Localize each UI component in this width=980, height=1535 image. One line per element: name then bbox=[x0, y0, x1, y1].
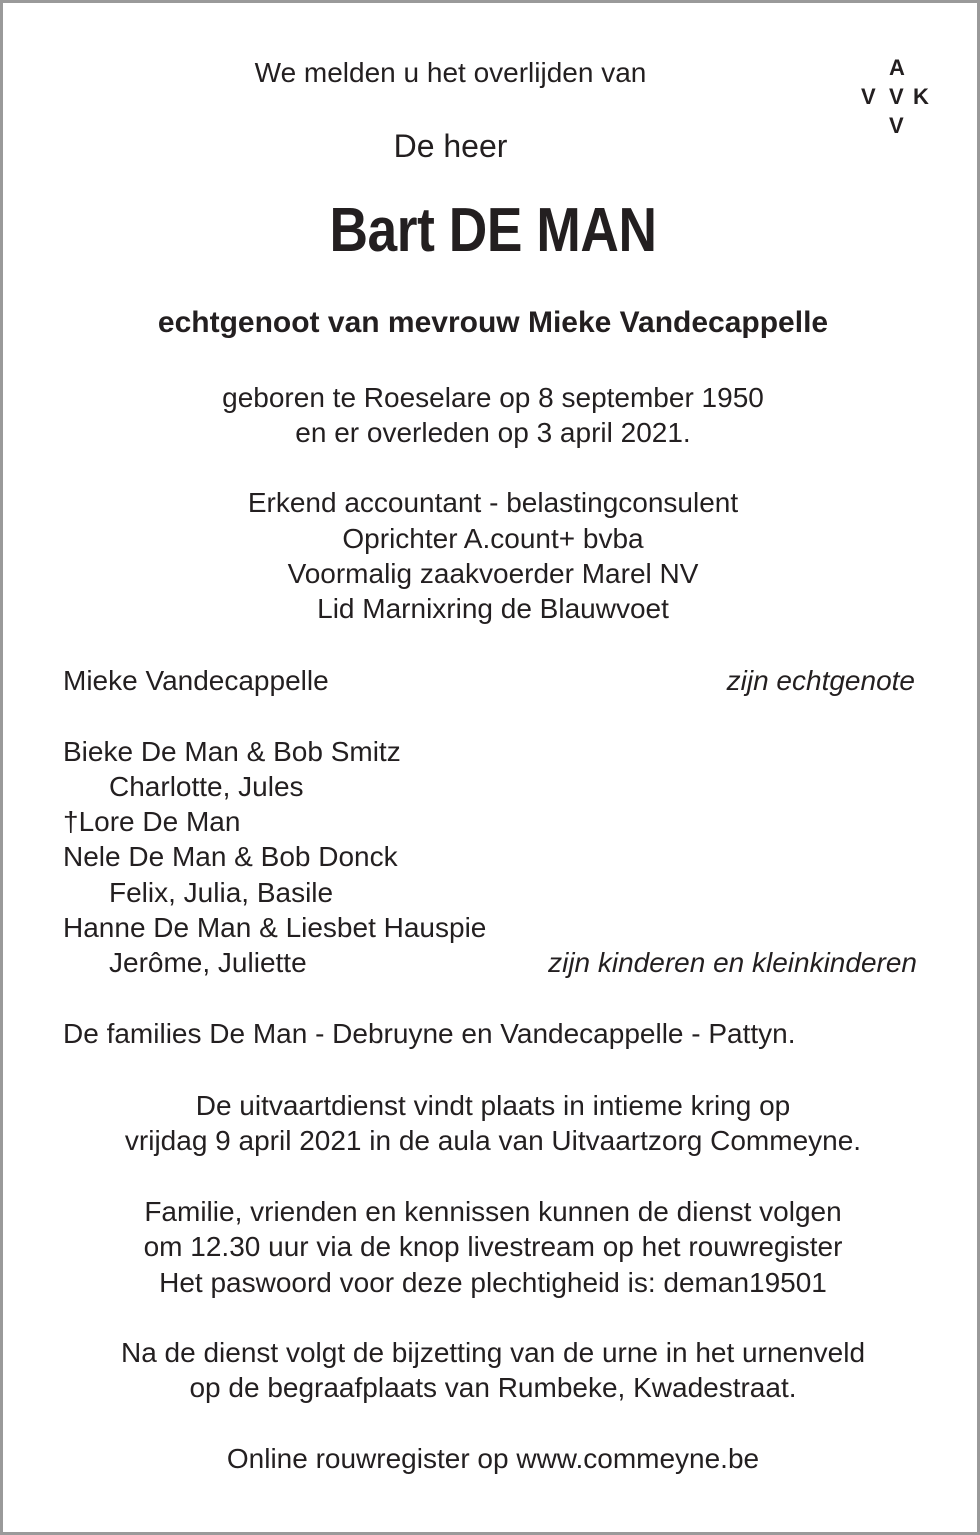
grandchildren-line-3: Jerôme, Juliette bbox=[109, 947, 307, 978]
password-line: Het paswoord voor deze plechtigheid is: deman19501 bbox=[159, 1267, 827, 1298]
logo-letter-top: A bbox=[889, 55, 905, 80]
logo-letter-right: K bbox=[913, 84, 929, 109]
grandchildren-line-2: Felix, Julia, Basile bbox=[109, 877, 334, 908]
logo-letter-left: V bbox=[861, 84, 876, 109]
child-line-2: †Lore De Man bbox=[63, 806, 241, 837]
salutation: De heer bbox=[393, 128, 508, 164]
title-line-4: Lid Marnixring de Blauwvoet bbox=[317, 593, 669, 624]
burial-line-2: op de begraafplaats van Rumbeke, Kwadestraat. bbox=[189, 1372, 797, 1403]
title-line-1: Erkend accountant - belastingconsulent bbox=[247, 487, 739, 518]
families-line: De families De Man - Debruyne en Vandecappelle - Pattyn. bbox=[63, 1018, 796, 1049]
burial-line-1: Na de dienst volgt de bijzetting van de urne in het urnenveld bbox=[120, 1337, 866, 1368]
grandchildren-line-1: Charlotte, Jules bbox=[109, 771, 304, 802]
logo-letter-middle: V bbox=[889, 84, 904, 109]
birth-line-2: en er overleden op 3 april 2021. bbox=[295, 417, 691, 448]
spouse-role: zijn echtgenote bbox=[726, 665, 915, 696]
child-line-4: Hanne De Man & Liesbet Hauspie bbox=[63, 912, 487, 943]
child-line-1: Bieke De Man & Bob Smitz bbox=[63, 736, 401, 767]
livestream-line-2: om 12.30 uur via de knop livestream op het rouwregister bbox=[143, 1231, 843, 1262]
deceased-name: Bart DE MAN bbox=[329, 196, 657, 265]
logo-letter-bottom: V bbox=[889, 113, 904, 138]
child-line-3: Nele De Man & Bob Donck bbox=[63, 841, 398, 872]
spouse-name: Mieke Vandecappelle bbox=[63, 665, 329, 696]
intro-text: We melden u het overlijden van bbox=[254, 57, 647, 88]
birth-line-1: geboren te Roeselare op 8 september 1950 bbox=[222, 382, 764, 413]
title-line-3: Voormalig zaakvoerder Marel NV bbox=[287, 558, 699, 589]
children-role: zijn kinderen en kleinkinderen bbox=[548, 947, 917, 978]
spouse-line: echtgenoot van mevrouw Mieke Vandecappelle bbox=[157, 306, 829, 339]
online-register-line: Online rouwregister op www.commeyne.be bbox=[226, 1443, 760, 1474]
livestream-line-1: Familie, vrienden en kennissen kunnen de dienst volgen bbox=[144, 1196, 842, 1227]
ceremony-line-1: De uitvaartdienst vindt plaats in intieme kring op bbox=[195, 1090, 791, 1121]
title-line-2: Oprichter A.count+ bvba bbox=[342, 523, 644, 554]
ceremony-line-2: vrijdag 9 april 2021 in de aula van Uitvaartzorg Commeyne. bbox=[124, 1125, 862, 1156]
